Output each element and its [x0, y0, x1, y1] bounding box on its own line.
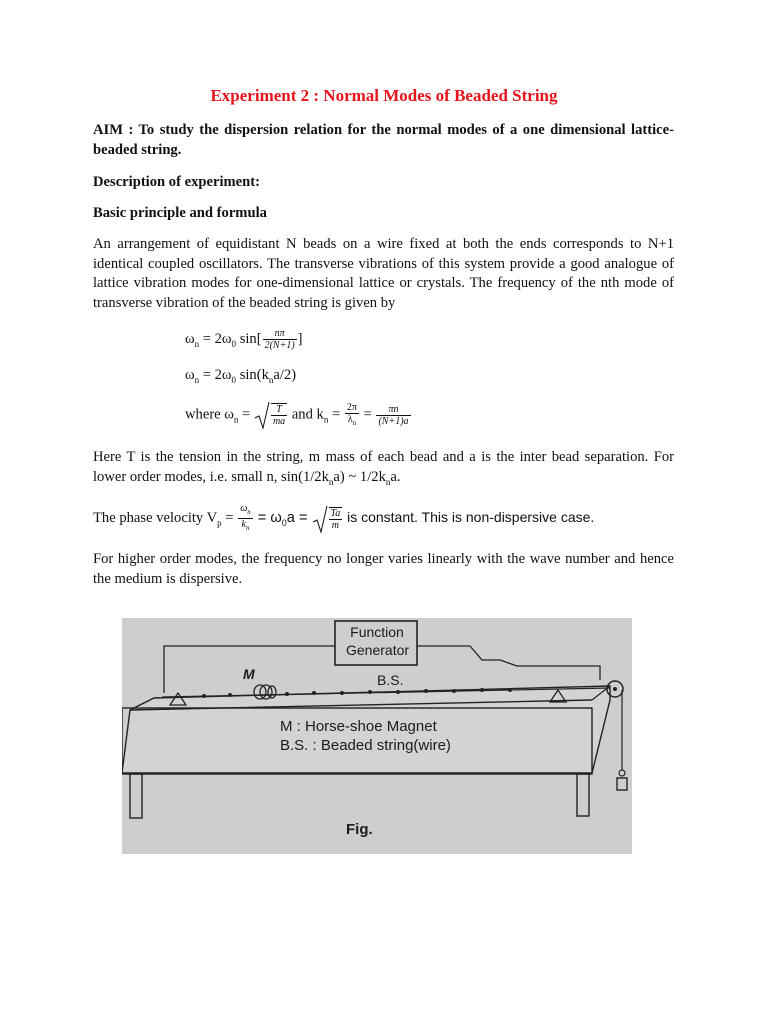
right-wire	[417, 646, 600, 680]
sqrt-symbol-2	[312, 504, 328, 534]
sqrt-symbol-1	[254, 400, 270, 430]
aim-paragraph: AIM : To study the dispersion relation for the normal modes of a one dimensional lattice-beaded string.	[93, 122, 674, 158]
equation-2: $\omega_n = 2\omega_0$ $\sin(k_na/2)$	[185, 367, 297, 385]
principle-heading: Basic principle and formula	[93, 205, 267, 221]
magnet-label: M	[243, 666, 255, 682]
generator-label: Function Generator	[346, 624, 410, 658]
equation-1: $\omega_n = 2\omega_0$ sin[ $\frac{n\pi}{2(N+1)}$ ]	[185, 328, 303, 351]
apparatus-figure	[122, 618, 632, 854]
figure-legend: M : Horse-shoe Magnet B.S. : Beaded string(wire)	[280, 718, 451, 754]
phase-velocity-equation: The phase velocity $V_p$ = $\frac{\omega_n}{k_n}$ = $\omega_0a$ = $\frac{Ta}{m}$ is constant. This is non-dispersive case.	[93, 503, 595, 532]
hanging-weight	[617, 778, 627, 790]
description-heading: Description of experiment:	[93, 174, 260, 190]
right-leg	[577, 774, 589, 816]
string-label: B.S.	[377, 672, 404, 688]
experiment-title: Experiment 2 : Normal Modes of Beaded String	[210, 86, 558, 105]
left-leg	[130, 774, 142, 818]
intro-paragraph: An arrangement of equidistant N beads on a wire fixed at both the ends corresponds to N+1 identical coupled oscillators. The transverse vibrations of this system provide a good analogue of lattice vibration modes for one-dimensional lattice or crystals. The frequency of the nth mode of transverse vibration of the beaded string is given by	[93, 236, 674, 311]
equation-3: where $\omega_n$ = $\frac{T}{ma}$ and $k_n$ = $\frac{2\pi}{\lambda_n}$ = $\frac{\pi n}{(N+1)a}$	[185, 400, 412, 430]
dispersive-paragraph: For higher order modes, the frequency no longer varies linearly with the wave number and hence the medium is dispersive.	[93, 551, 674, 587]
tension-paragraph: Here T is the tension in the string, m mass of each bead and a is the inter bead separation. For lower order modes, i.e. small n, $\sin(1/2k_na)$ ~ $1/2k_na$.	[93, 449, 674, 487]
figure-caption: Fig.	[346, 821, 373, 838]
eq1-fraction: $\frac{n\pi}{2(N+1)}$	[264, 328, 295, 351]
